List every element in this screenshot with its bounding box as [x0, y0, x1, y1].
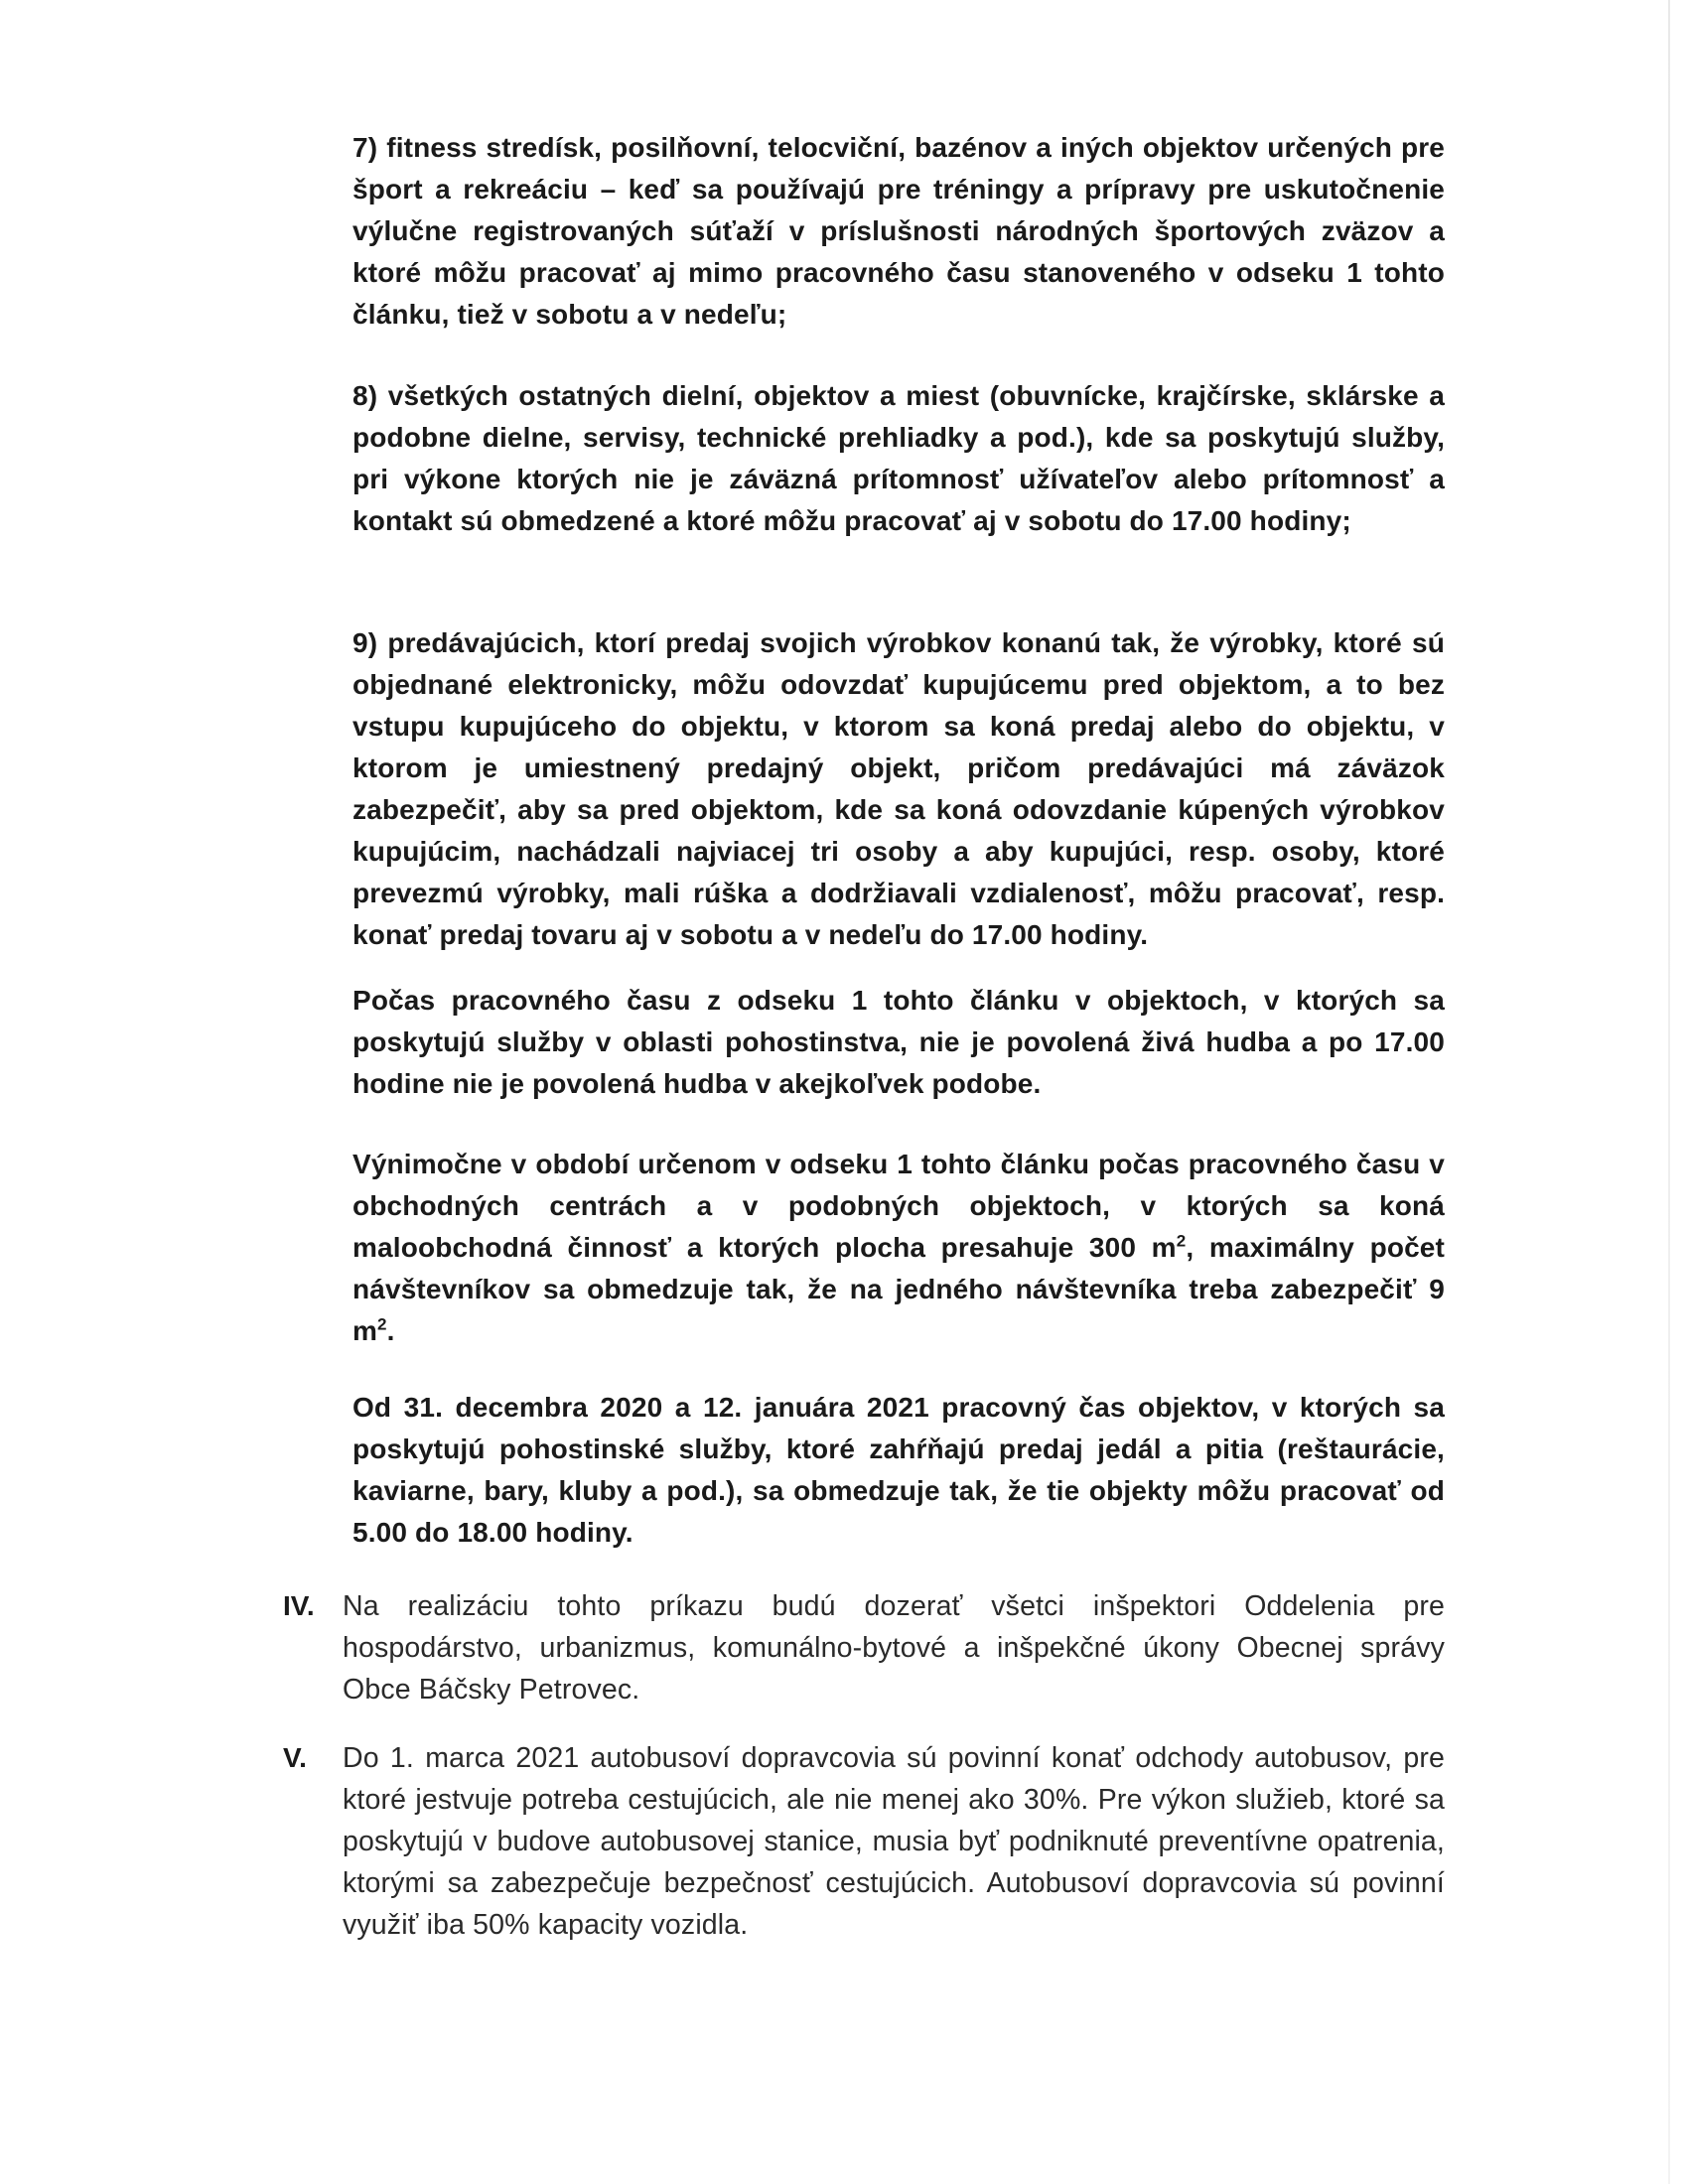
- item-8: 8) všetkých ostatných dielní, objektov a miest (obuvnícke, krajčírske, sklárske a podobne dielne, servisy, technické prehliadky a pod.), kde sa poskytujú služby, pri výkone ktorých nie je záväzná prítomnosť užívateľov alebo prítomnosť a kontakt sú obmedzené a ktoré môžu pracovať aj v sobotu do 17.00 hodiny;: [352, 380, 1445, 536]
- visitors-end: .: [386, 1315, 395, 1346]
- paragraph-visitors: [352, 1144, 1445, 1352]
- section-v-label: V.: [283, 1742, 307, 1773]
- paragraph-music: Počas pracovného času z odseku 1 tohto článku v objektoch, v ktorých sa poskytujú služby v oblasti pohostinstva, nie je povolená živá hudba a po 17.00 hodine nie je povolená hudba v akejkoľvek podobe.: [352, 985, 1445, 1099]
- visitors-text-2: , maximálny počet návštevníkov sa obmedzuje tak, že na jedného návštevníka treba zabezpečiť 9 m: [352, 1232, 1445, 1346]
- section-v-text: Do 1. marca 2021 autobusoví dopravcovia sú povinní konať odchody autobusov, pre ktoré jestvuje potreba cestujúcich, ale nie menej ako 30%. Pre výkon služieb, ktoré sa poskytujú v budove autobusovej stanice, musia byť podniknuté preventívne opatrenia, ktorými sa zabezpečuje bezpečnosť cestujúcich. Autobusoví dopravcovia sú povinní využiť iba 50% kapacity vozidla.: [343, 1742, 1445, 1941]
- section-iv-text: Na realizáciu tohto príkazu budú dozerať všetci inšpektori Oddelenia pre hospodárstvo, urbanizmus, komunálno-bytové a inšpekčné úkony Obecnej správy Obce Báčsky Petrovec.: [343, 1590, 1445, 1706]
- paragraph-restaurants: Od 31. decembra 2020 a 12. januára 2021 pracovný čas objektov, v ktorých sa poskytujú pohostinské služby, ktoré zahŕňajú predaj jedál a pitia (reštaurácie, kaviarne, bary, kluby a pod.), sa obmedzuje tak, že tie objekty môžu pracovať od 5.00 do 18.00 hodiny.: [352, 1392, 1445, 1548]
- visitors-sup-1: 2: [1176, 1231, 1187, 1251]
- scan-edge: [1668, 0, 1670, 2184]
- item-9: 9) predávajúcich, ktorí predaj svojich výrobkov konanú tak, že výrobky, ktoré sú objednané elektronicky, môžu odovzdať kupujúcemu pred objektom, a to bez vstupu kupujúceho do objektu, v ktorom sa koná predaj alebo do objektu, v ktorom je umiestnený predajný objekt, pričom predávajúci má záväzok zabezpečiť, aby sa pred objektom, kde sa koná odovzdanie kúpených výrobkov kupujúcim, nachádzali najviacej tri osoby a aby kupujúci, resp. osoby, ktoré prevezmú výrobky, mali rúška a dodržiavali vzdialenosť, môžu pracovať, resp. konať predaj tovaru aj v sobotu a v nedeľu do 17.00 hodiny.: [352, 627, 1445, 950]
- item-7: 7) fitness stredísk, posilňovní, telocviční, bazénov a iných objektov určených pre šport a rekreáciu – keď sa používajú pre tréningy a prípravy pre uskutočnenie výlučne registrovaných súťaží v príslušnosti národných športových zväzov a ktoré môžu pracovať aj mimo pracovného času stanoveného v odseku 1 tohto článku, tiež v sobotu a v nedeľu;: [352, 132, 1445, 330]
- section-iv-label: IV.: [283, 1590, 315, 1621]
- visitors-sup-2: 2: [377, 1314, 387, 1334]
- visitors-text-1: Výnimočne v období určenom v odseku 1 tohto článku počas pracovného času v obchodných centrách a v podobných objektoch, v ktorých sa koná maloobchodná činnosť a ktorých plocha presahuje 300 m: [352, 1149, 1445, 1263]
